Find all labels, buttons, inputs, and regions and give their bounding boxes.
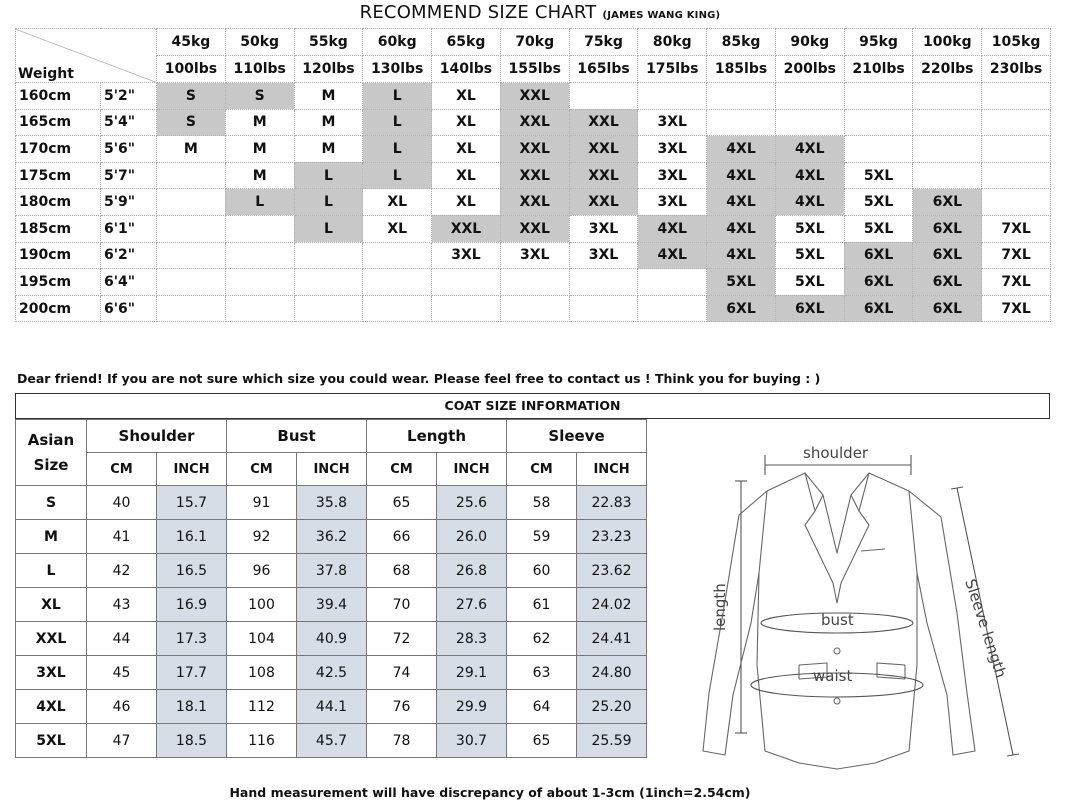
size-cell xyxy=(294,242,363,269)
inch-value: 17.3 xyxy=(157,622,227,656)
weight-lbs-header: 165lbs xyxy=(569,56,638,83)
size-row xyxy=(16,136,1051,163)
size-row xyxy=(16,242,1051,269)
height-ft: 6'6" xyxy=(101,295,157,322)
size-cell xyxy=(913,136,982,163)
size-cell xyxy=(775,83,844,110)
size-cell xyxy=(432,269,501,296)
size-cell: 3XL xyxy=(569,215,638,242)
inch-value: 22.83 xyxy=(577,486,647,520)
size-cell xyxy=(638,269,707,296)
size-cell: 5XL xyxy=(844,189,913,216)
bust-label: bust xyxy=(821,611,854,629)
weight-kg-header: 65kg xyxy=(432,29,501,56)
cm-value: 58 xyxy=(507,486,577,520)
size-cell: XL xyxy=(363,189,432,216)
coat-header-row-groups xyxy=(16,420,647,453)
height-cm: 190cm xyxy=(16,242,101,269)
height-ft: 5'7" xyxy=(101,162,157,189)
size-cell: 7XL xyxy=(982,269,1051,296)
coat-size-table xyxy=(15,419,647,758)
size-cell xyxy=(500,295,569,322)
contact-note: Dear friend! If you are not sure which size you could wear. Please feel free to contact us ! Think you for buying : ) xyxy=(17,371,821,386)
height-ft: 6'4" xyxy=(101,269,157,296)
coat-size-label: 5XL xyxy=(16,724,87,758)
size-cell: 5XL xyxy=(775,215,844,242)
coat-size-row xyxy=(16,486,647,520)
inch-value: 36.2 xyxy=(297,520,367,554)
inch-value: 25.20 xyxy=(577,690,647,724)
cm-value: 43 xyxy=(87,588,157,622)
coat-size-label: XL xyxy=(16,588,87,622)
weight-lbs-header: 210lbs xyxy=(844,56,913,83)
unit-header: INCH xyxy=(157,453,227,486)
inch-value: 27.6 xyxy=(437,588,507,622)
cm-value: 66 xyxy=(367,520,437,554)
weight-lbs-header: 100lbs xyxy=(157,56,226,83)
cm-value: 65 xyxy=(367,486,437,520)
size-header-row-kg xyxy=(16,29,1051,56)
size-cell xyxy=(432,295,501,322)
unit-header: CM xyxy=(227,453,297,486)
size-cell: 5XL xyxy=(844,215,913,242)
inch-value: 35.8 xyxy=(297,486,367,520)
size-cell: 5XL xyxy=(707,269,776,296)
size-cell xyxy=(500,269,569,296)
inch-value: 24.02 xyxy=(577,588,647,622)
cm-value: 61 xyxy=(507,588,577,622)
coat-size-row xyxy=(16,554,647,588)
weight-lbs-header: 200lbs xyxy=(775,56,844,83)
weight-lbs-header: 220lbs xyxy=(913,56,982,83)
waist-label: waist xyxy=(813,667,853,685)
asian-size-header xyxy=(16,420,87,486)
cm-value: 62 xyxy=(507,622,577,656)
measure-group-header: Shoulder xyxy=(87,420,227,453)
cm-value: 108 xyxy=(227,656,297,690)
weight-lbs-header: 175lbs xyxy=(638,56,707,83)
size-cell xyxy=(913,162,982,189)
cm-value: 60 xyxy=(507,554,577,588)
coat-size-label: 4XL xyxy=(16,690,87,724)
jacket-illustration xyxy=(665,433,1025,778)
inch-value: 28.3 xyxy=(437,622,507,656)
weight-kg-header: 100kg xyxy=(913,29,982,56)
chart-title-brand: (JAMES WANG KING) xyxy=(602,10,721,21)
size-cell: L xyxy=(294,215,363,242)
inch-value: 16.5 xyxy=(157,554,227,588)
inch-value: 37.8 xyxy=(297,554,367,588)
inch-value: 18.5 xyxy=(157,724,227,758)
weight-lbs-header: 185lbs xyxy=(707,56,776,83)
height-cm: 180cm xyxy=(16,189,101,216)
weight-kg-header: 95kg xyxy=(844,29,913,56)
size-cell: XXL xyxy=(500,162,569,189)
size-cell: M xyxy=(225,162,294,189)
inch-value: 29.9 xyxy=(437,690,507,724)
size-cell: L xyxy=(363,136,432,163)
size-cell: 3XL xyxy=(638,189,707,216)
weight-height-corner: Weight xyxy=(16,29,157,83)
inch-value: 24.80 xyxy=(577,656,647,690)
size-cell: S xyxy=(157,109,226,136)
inch-value: 18.1 xyxy=(157,690,227,724)
size-cell: 6XL xyxy=(913,215,982,242)
size-cell xyxy=(982,136,1051,163)
coat-size-label: XXL xyxy=(16,622,87,656)
size-cell xyxy=(363,269,432,296)
size-cell xyxy=(157,269,226,296)
inch-value: 29.1 xyxy=(437,656,507,690)
weight-kg-header: 60kg xyxy=(363,29,432,56)
height-ft: 6'1" xyxy=(101,215,157,242)
inch-value: 16.1 xyxy=(157,520,227,554)
size-cell xyxy=(707,109,776,136)
cm-value: 76 xyxy=(367,690,437,724)
size-cell: L xyxy=(363,162,432,189)
weight-lbs-header: 130lbs xyxy=(363,56,432,83)
unit-header: INCH xyxy=(437,453,507,486)
size-cell: 3XL xyxy=(638,109,707,136)
size-cell: 6XL xyxy=(913,189,982,216)
size-cell: 3XL xyxy=(432,242,501,269)
size-cell: M xyxy=(294,109,363,136)
weight-kg-header: 50kg xyxy=(225,29,294,56)
coat-size-row xyxy=(16,622,647,656)
height-ft: 6'2" xyxy=(101,242,157,269)
cm-value: 70 xyxy=(367,588,437,622)
size-cell xyxy=(225,242,294,269)
inch-value: 26.0 xyxy=(437,520,507,554)
cm-value: 104 xyxy=(227,622,297,656)
unit-header: CM xyxy=(87,453,157,486)
size-cell xyxy=(294,295,363,322)
measurement-footnote: Hand measurement will have discrepancy of about 1-3cm (1inch=2.54cm) xyxy=(229,785,751,800)
cm-value: 91 xyxy=(227,486,297,520)
recommend-size-table xyxy=(15,28,1051,322)
size-cell: 4XL xyxy=(707,189,776,216)
size-cell: 7XL xyxy=(982,295,1051,322)
size-cell: XXL xyxy=(569,162,638,189)
cm-value: 59 xyxy=(507,520,577,554)
size-cell xyxy=(913,109,982,136)
inch-value: 30.7 xyxy=(437,724,507,758)
weight-kg-header: 90kg xyxy=(775,29,844,56)
size-cell: XL xyxy=(432,189,501,216)
weight-kg-header: 45kg xyxy=(157,29,226,56)
weight-lbs-header: 110lbs xyxy=(225,56,294,83)
height-ft: 5'2" xyxy=(101,83,157,110)
size-cell: 7XL xyxy=(982,215,1051,242)
size-cell: 3XL xyxy=(500,242,569,269)
size-cell: 3XL xyxy=(569,242,638,269)
cm-value: 100 xyxy=(227,588,297,622)
coat-size-row xyxy=(16,724,647,758)
height-ft: 5'6" xyxy=(101,136,157,163)
size-cell: 6XL xyxy=(844,269,913,296)
size-cell: S xyxy=(157,83,226,110)
inch-value: 26.8 xyxy=(437,554,507,588)
height-cm: 185cm xyxy=(16,215,101,242)
size-cell: XXL xyxy=(500,189,569,216)
inch-value: 23.62 xyxy=(577,554,647,588)
weight-kg-header: 85kg xyxy=(707,29,776,56)
weight-lbs-header: 230lbs xyxy=(982,56,1051,83)
size-row xyxy=(16,109,1051,136)
cm-value: 96 xyxy=(227,554,297,588)
size-cell: XXL xyxy=(500,136,569,163)
cm-value: 68 xyxy=(367,554,437,588)
size-cell xyxy=(844,109,913,136)
cm-value: 92 xyxy=(227,520,297,554)
coat-size-row xyxy=(16,588,647,622)
inch-value: 15.7 xyxy=(157,486,227,520)
size-cell xyxy=(294,269,363,296)
size-cell: 5XL xyxy=(775,269,844,296)
coat-size-label: L xyxy=(16,554,87,588)
size-cell: XXL xyxy=(569,109,638,136)
unit-header: CM xyxy=(367,453,437,486)
inch-value: 23.23 xyxy=(577,520,647,554)
size-row xyxy=(16,295,1051,322)
size-cell: 4XL xyxy=(775,189,844,216)
size-cell: 5XL xyxy=(844,162,913,189)
size-cell: XL xyxy=(363,215,432,242)
size-cell xyxy=(157,242,226,269)
asian-size-line-1: Asian xyxy=(27,430,75,449)
size-cell: XXL xyxy=(500,83,569,110)
size-cell xyxy=(844,136,913,163)
size-cell: XXL xyxy=(432,215,501,242)
size-cell: M xyxy=(225,109,294,136)
size-row xyxy=(16,189,1051,216)
weight-lbs-header: 140lbs xyxy=(432,56,501,83)
size-cell xyxy=(638,295,707,322)
inch-value: 25.6 xyxy=(437,486,507,520)
size-cell xyxy=(844,83,913,110)
cm-value: 78 xyxy=(367,724,437,758)
size-cell: XL xyxy=(432,109,501,136)
size-cell xyxy=(225,295,294,322)
size-cell: XL xyxy=(432,136,501,163)
size-cell xyxy=(363,295,432,322)
size-cell: 6XL xyxy=(707,295,776,322)
weight-lbs-header: 120lbs xyxy=(294,56,363,83)
chart-title-main: RECOMMEND SIZE CHART xyxy=(359,2,597,23)
height-cm: 200cm xyxy=(16,295,101,322)
unit-header: CM xyxy=(507,453,577,486)
cm-value: 45 xyxy=(87,656,157,690)
size-row xyxy=(16,269,1051,296)
unit-header: INCH xyxy=(577,453,647,486)
inch-value: 40.9 xyxy=(297,622,367,656)
sleeve-length-label: Sleeve length xyxy=(961,576,1011,681)
cm-value: 41 xyxy=(87,520,157,554)
weight-kg-header: 80kg xyxy=(638,29,707,56)
measure-group-header: Length xyxy=(367,420,507,453)
weight-kg-header: 70kg xyxy=(500,29,569,56)
size-header-row-lbs xyxy=(16,56,1051,83)
height-ft: 5'9" xyxy=(101,189,157,216)
size-cell: XXL xyxy=(500,109,569,136)
inch-value: 17.7 xyxy=(157,656,227,690)
size-cell: 4XL xyxy=(707,136,776,163)
height-cm: 195cm xyxy=(16,269,101,296)
size-cell: M xyxy=(225,136,294,163)
size-cell: 4XL xyxy=(775,162,844,189)
size-cell: 6XL xyxy=(844,242,913,269)
cm-value: 64 xyxy=(507,690,577,724)
size-cell: 3XL xyxy=(638,136,707,163)
size-cell xyxy=(157,295,226,322)
cm-value: 47 xyxy=(87,724,157,758)
size-cell: XL xyxy=(432,162,501,189)
cm-value: 112 xyxy=(227,690,297,724)
size-cell: 4XL xyxy=(638,215,707,242)
cm-value: 40 xyxy=(87,486,157,520)
coat-size-row xyxy=(16,690,647,724)
size-cell: M xyxy=(294,136,363,163)
coat-size-row xyxy=(16,656,647,690)
asian-size-line-2: Size xyxy=(33,455,69,474)
cm-value: 72 xyxy=(367,622,437,656)
weight-kg-header: 75kg xyxy=(569,29,638,56)
cm-value: 46 xyxy=(87,690,157,724)
size-cell xyxy=(982,189,1051,216)
size-cell: 3XL xyxy=(638,162,707,189)
length-label: length xyxy=(711,583,729,631)
size-cell: L xyxy=(294,162,363,189)
height-cm: 160cm xyxy=(16,83,101,110)
inch-value: 16.9 xyxy=(157,588,227,622)
size-cell: L xyxy=(225,189,294,216)
coat-size-label: 3XL xyxy=(16,656,87,690)
coat-diagram xyxy=(665,433,1025,778)
size-cell xyxy=(157,189,226,216)
size-cell xyxy=(569,83,638,110)
weight-lbs-header: 155lbs xyxy=(500,56,569,83)
height-cm: 170cm xyxy=(16,136,101,163)
coat-size-label: M xyxy=(16,520,87,554)
size-cell xyxy=(982,109,1051,136)
measure-group-header: Bust xyxy=(227,420,367,453)
inch-value: 44.1 xyxy=(297,690,367,724)
size-cell: XXL xyxy=(500,215,569,242)
height-cm: 165cm xyxy=(16,109,101,136)
size-cell xyxy=(982,162,1051,189)
size-cell xyxy=(775,109,844,136)
inch-value: 39.4 xyxy=(297,588,367,622)
size-cell xyxy=(638,83,707,110)
weight-kg-header: 55kg xyxy=(294,29,363,56)
size-cell: 4XL xyxy=(638,242,707,269)
cm-value: 116 xyxy=(227,724,297,758)
size-cell xyxy=(569,295,638,322)
chart-title xyxy=(0,0,1080,26)
size-cell: M xyxy=(157,136,226,163)
cm-value: 74 xyxy=(367,656,437,690)
size-cell: XL xyxy=(432,83,501,110)
coat-size-label: S xyxy=(16,486,87,520)
size-cell: XXL xyxy=(569,136,638,163)
unit-header: INCH xyxy=(297,453,367,486)
inch-value: 45.7 xyxy=(297,724,367,758)
size-cell: 4XL xyxy=(707,215,776,242)
size-cell xyxy=(225,269,294,296)
size-cell: 6XL xyxy=(913,242,982,269)
size-cell: 4XL xyxy=(775,136,844,163)
height-cm: 175cm xyxy=(16,162,101,189)
cm-value: 63 xyxy=(507,656,577,690)
height-ft: 5'4" xyxy=(101,109,157,136)
size-cell xyxy=(363,242,432,269)
size-cell xyxy=(913,83,982,110)
cm-value: 44 xyxy=(87,622,157,656)
size-cell xyxy=(569,269,638,296)
measure-group-header: Sleeve xyxy=(507,420,647,453)
inch-value: 42.5 xyxy=(297,656,367,690)
size-cell: M xyxy=(294,83,363,110)
coat-info-title: COAT SIZE INFORMATION xyxy=(15,393,1050,419)
size-cell xyxy=(157,162,226,189)
size-cell: XXL xyxy=(569,189,638,216)
size-cell xyxy=(707,83,776,110)
size-cell: 6XL xyxy=(913,295,982,322)
size-row xyxy=(16,215,1051,242)
coat-header-row-units xyxy=(16,453,647,486)
size-cell: L xyxy=(363,109,432,136)
cm-value: 65 xyxy=(507,724,577,758)
size-cell: 6XL xyxy=(913,269,982,296)
size-cell: 5XL xyxy=(775,242,844,269)
inch-value: 24.41 xyxy=(577,622,647,656)
weight-kg-header: 105kg xyxy=(982,29,1051,56)
size-cell xyxy=(982,83,1051,110)
size-cell: 4XL xyxy=(707,162,776,189)
size-cell xyxy=(225,215,294,242)
size-cell xyxy=(157,215,226,242)
size-row xyxy=(16,83,1051,110)
size-cell: S xyxy=(225,83,294,110)
size-cell: 6XL xyxy=(844,295,913,322)
size-cell: 6XL xyxy=(775,295,844,322)
size-cell: 4XL xyxy=(707,242,776,269)
size-cell: 7XL xyxy=(982,242,1051,269)
size-cell: L xyxy=(363,83,432,110)
size-row xyxy=(16,162,1051,189)
inch-value: 25.59 xyxy=(577,724,647,758)
cm-value: 42 xyxy=(87,554,157,588)
shoulder-label: shoulder xyxy=(803,444,869,462)
size-cell: L xyxy=(294,189,363,216)
coat-size-row xyxy=(16,520,647,554)
